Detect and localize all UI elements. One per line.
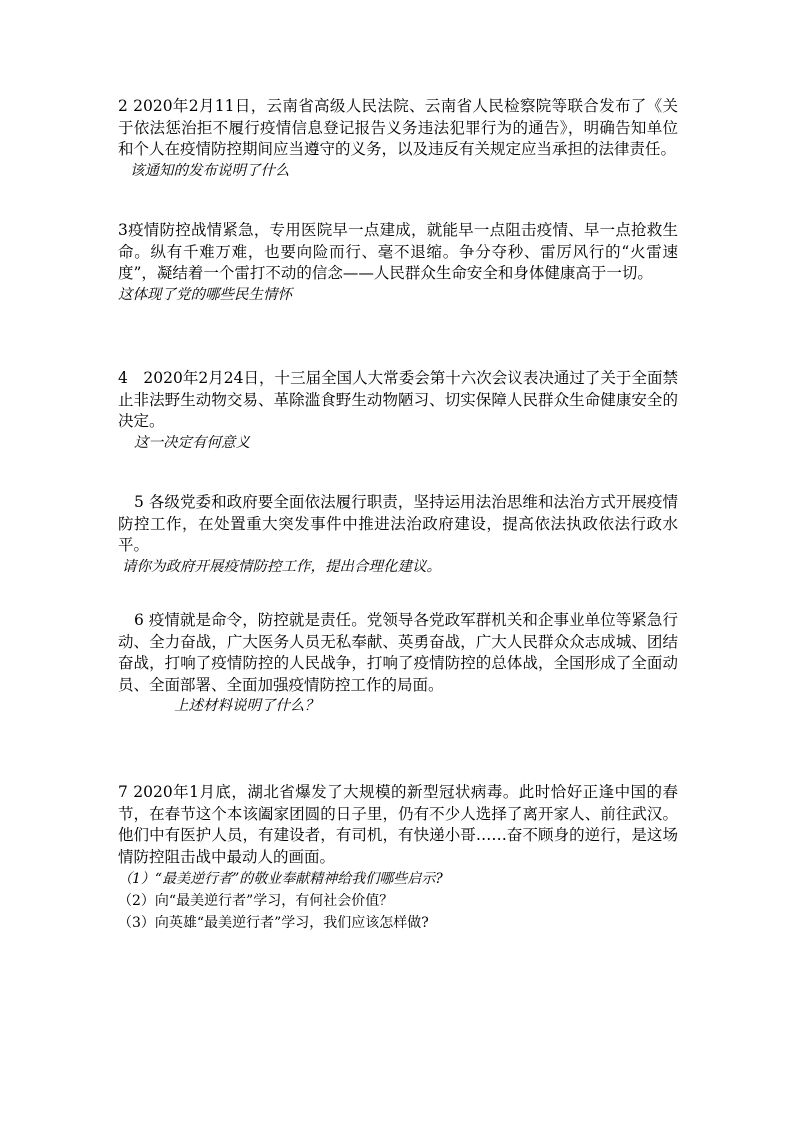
question-item-2 (118, 96, 678, 181)
question-item-6 (118, 610, 678, 716)
sub-question-1: （1）“最美逆行者”的敬业奉献精神给我们哪些启示? (118, 871, 443, 887)
material-text-4: 4 2020年2月24日，十三届全国人大常委会第十六次会议表决通过了关于全面禁止非法野生动物交易、革除滥食野生动物陋习、切实保障人民群众生命健康安全的决定。 (118, 369, 678, 430)
question-item-5 (118, 492, 678, 577)
question-item-3 (118, 220, 678, 305)
question-prompt-3: 这体现了党的哪些民生情怀 (118, 286, 292, 303)
question-prompt-4: 这一决定有何意义 (134, 434, 250, 451)
sub-question-3: （3）向英雄“最美逆行者”学习，我们应该怎样做? (118, 915, 429, 931)
question-item-7 (118, 782, 678, 934)
material-text-5: 5 各级党委和政府要全面依法履行职责，坚持运用法治思维和法治方式开展疫情防控工作，在处置重大突发事件中推进法治政府建设，提高依法执政依法行政水平。 (118, 493, 678, 554)
material-text-2: 2 2020年2月11日，云南省高级人民法院、云南省人民检察院等联合发布了《关于依法惩治拒不履行疫情信息登记报告义务违法犯罪行为的通告》，明确告知单位和个人在疫情防控期间应当遵守的义务，以及违反有关规定应当承担的法律责任。 (118, 97, 678, 158)
question-prompt-5: 请你为政府开展疫情防控工作，提出合理化建议。 (122, 558, 441, 575)
question-prompt-2: 该通知的发布说明了什么 (130, 162, 290, 179)
question-prompt-6: 上述材料说明了什么？ (174, 698, 319, 714)
material-text-3: 3疫情防控战情紧急，专用医院早一点建成，就能早一点阻击疫情、早一点抢救生命。纵有千难万难，也要向险而行、毫不退缩。争分夺秒、雷厉风行的“火雷速度”，凝结着一个雷打不动的信念——人民群众生命安全和身体健康高于一切。 (118, 221, 678, 282)
material-text-6: 6 疫情就是命令，防控就是责任。党领导各党政军群机关和企事业单位等紧急行动、全力奋战，广大医务人员无私奉献、英勇奋战，广大人民群众众志成城、团结奋战，打响了疫情防控的人民战争，打响了疫情防控的总体战，全国形成了全面动员、全面部署、全面加强疫情防控工作的局面。 (118, 611, 678, 694)
sub-question-2: （2）向“最美逆行者”学习，有何社会价值？ (118, 893, 394, 909)
material-text-7: 7 2020年1月底，湖北省爆发了大规模的新型冠状病毒。此时恰好正逢中国的春节，在春节这个本该阖家团圆的日子里，仍有不少人选择了离开家人、前往武汉。他们中有医护人员，有建设者，有司机，有快递小哥……奋不顾身的逆行，是这场情防控阻击战中最动人的画面。 (118, 783, 678, 866)
question-item-4 (118, 368, 678, 453)
